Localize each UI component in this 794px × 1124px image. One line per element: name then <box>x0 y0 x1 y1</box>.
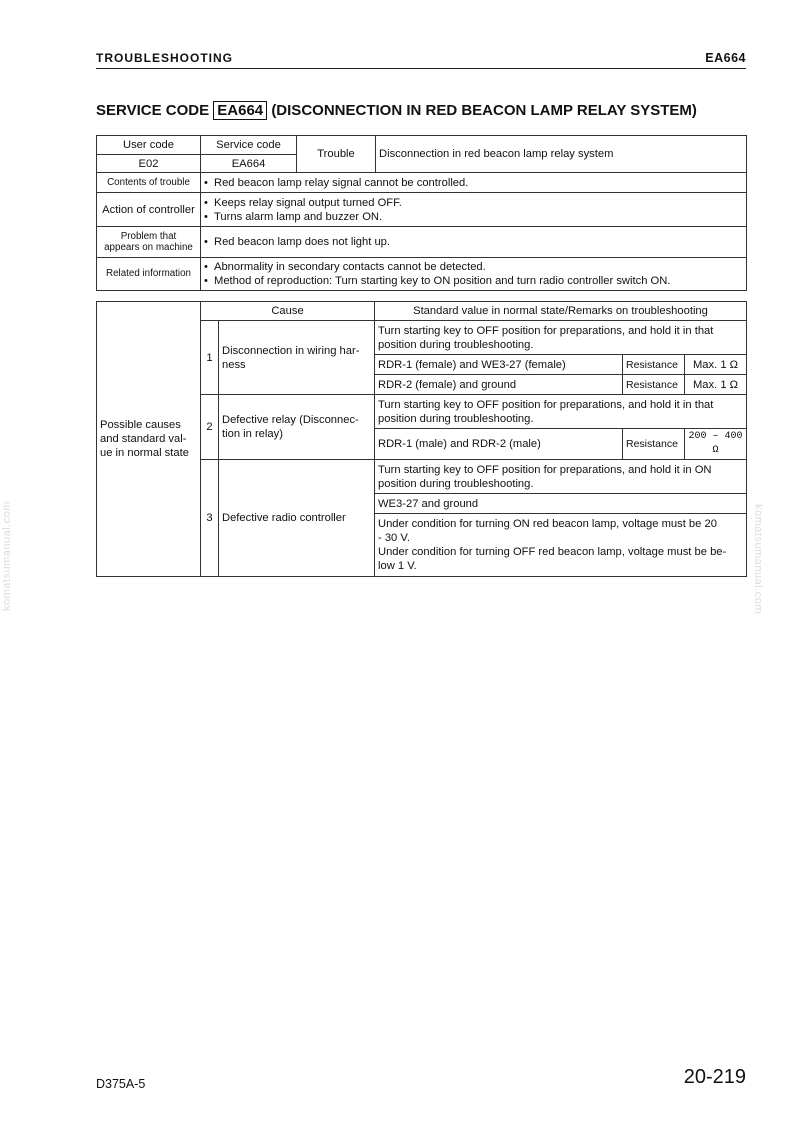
header-section: TROUBLESHOOTING <box>96 51 233 65</box>
user-code-label: User code <box>97 136 201 155</box>
problem-item: • Red beacon lamp does not light up. <box>204 235 743 249</box>
action-label: Action of controller <box>97 193 201 227</box>
cause-header: Cause <box>201 302 375 321</box>
title-suffix: (DISCONNECTION IN RED BEACON LAMP RELAY SYSTEM) <box>271 102 697 119</box>
measure-value: Max. 1 Ω <box>685 375 747 395</box>
measure-value: Max. 1 Ω <box>685 355 747 375</box>
page-title <box>96 101 756 120</box>
measure-item: Resistance <box>623 375 685 395</box>
condition-line: low 1 V. <box>378 560 417 572</box>
measure-item: Resistance <box>623 429 685 460</box>
cause-line: Defective relay (Disconnec- <box>222 414 359 426</box>
condition-line: - 30 V. <box>378 532 410 544</box>
cause-line: Disconnection in wiring har- <box>222 344 360 357</box>
prep-instruction <box>375 395 747 429</box>
measure-value: 200 – 400 Ω <box>685 429 747 460</box>
causes-side-label <box>97 302 201 577</box>
title-code-box: EA664 <box>213 101 267 120</box>
action-item: • Keeps relay signal output turned OFF. <box>204 196 743 210</box>
summary-table <box>96 135 747 291</box>
condition-line: Under condition for turning OFF red beacon lamp, voltage must be be- <box>378 546 727 558</box>
action-item: • Turns alarm lamp and buzzer ON. <box>204 210 743 224</box>
related-item: • Method of reproduction: Turn starting key to ON position and turn radio controller switch ON. <box>204 274 743 288</box>
side-label-line: ue in normal state <box>100 447 189 459</box>
problem-label-line: Problem that <box>120 230 177 242</box>
standard-header: Standard value in normal state/Remarks on troubleshooting <box>375 302 747 321</box>
contents-item: • Red beacon lamp relay signal cannot be controlled. <box>204 176 743 190</box>
measure-item: Resistance <box>623 355 685 375</box>
related-label: Related information <box>97 258 201 291</box>
user-code-value: E02 <box>97 155 201 173</box>
prep-line: position during troubleshooting. <box>378 412 534 425</box>
measure-point: RDR-1 (female) and WE3-27 (female) <box>375 355 623 375</box>
cause-number: 2 <box>201 395 219 460</box>
problem-label-line: appears on machine <box>104 242 193 253</box>
title-prefix: SERVICE CODE <box>96 102 210 119</box>
service-code-value: EA664 <box>201 155 297 173</box>
contents-cell <box>201 173 747 193</box>
prep-line: position during troubleshooting. <box>378 338 534 351</box>
prep-instruction <box>375 321 747 355</box>
related-item: • Abnormality in secondary contacts cannot be detected. <box>204 260 743 274</box>
prep-line: Turn starting key to OFF position for preparations, and hold it in that <box>378 324 714 337</box>
prep-line: position during troubleshooting. <box>378 477 534 490</box>
condition-line: Under condition for turning ON red beacon lamp, voltage must be 20 <box>378 518 717 530</box>
voltage-conditions <box>375 514 747 577</box>
prep-line: Turn starting key to OFF position for preparations, and hold it in ON <box>378 463 712 476</box>
prep-line: Turn starting key to OFF position for preparations, and hold it in that <box>378 398 714 411</box>
problem-label <box>97 227 201 258</box>
footer-page-number: 20-219 <box>683 1066 746 1088</box>
trouble-text: Disconnection in red beacon lamp relay system <box>376 136 747 173</box>
watermark-right: komatsumanual.com <box>752 504 764 614</box>
page-header <box>96 51 746 69</box>
header-code: EA664 <box>705 51 746 65</box>
measure-point: RDR-1 (male) and RDR-2 (male) <box>375 429 623 460</box>
action-cell <box>201 193 747 227</box>
watermark-left: komatsumanual.com <box>1 501 13 611</box>
causes-table <box>96 301 747 577</box>
service-code-label: Service code <box>201 136 297 155</box>
cause-line: tion in relay) <box>222 428 283 440</box>
cause-text <box>219 395 375 460</box>
side-label-line: Possible causes <box>100 419 181 431</box>
prep-instruction <box>375 460 747 494</box>
problem-cell <box>201 227 747 258</box>
cause-text <box>219 321 375 395</box>
cause-text: Defective radio controller <box>219 460 375 577</box>
measure-point: RDR-2 (female) and ground <box>375 375 623 395</box>
cause-number: 1 <box>201 321 219 395</box>
measure-point: WE3-27 and ground <box>375 494 747 514</box>
trouble-label: Trouble <box>297 136 376 173</box>
cause-number: 3 <box>201 460 219 577</box>
side-label-line: and standard val- <box>100 433 187 445</box>
cause-line: ness <box>222 358 246 371</box>
footer-model: D375A-5 <box>96 1077 146 1091</box>
contents-label: Contents of trouble <box>97 173 201 193</box>
related-cell <box>201 258 747 291</box>
